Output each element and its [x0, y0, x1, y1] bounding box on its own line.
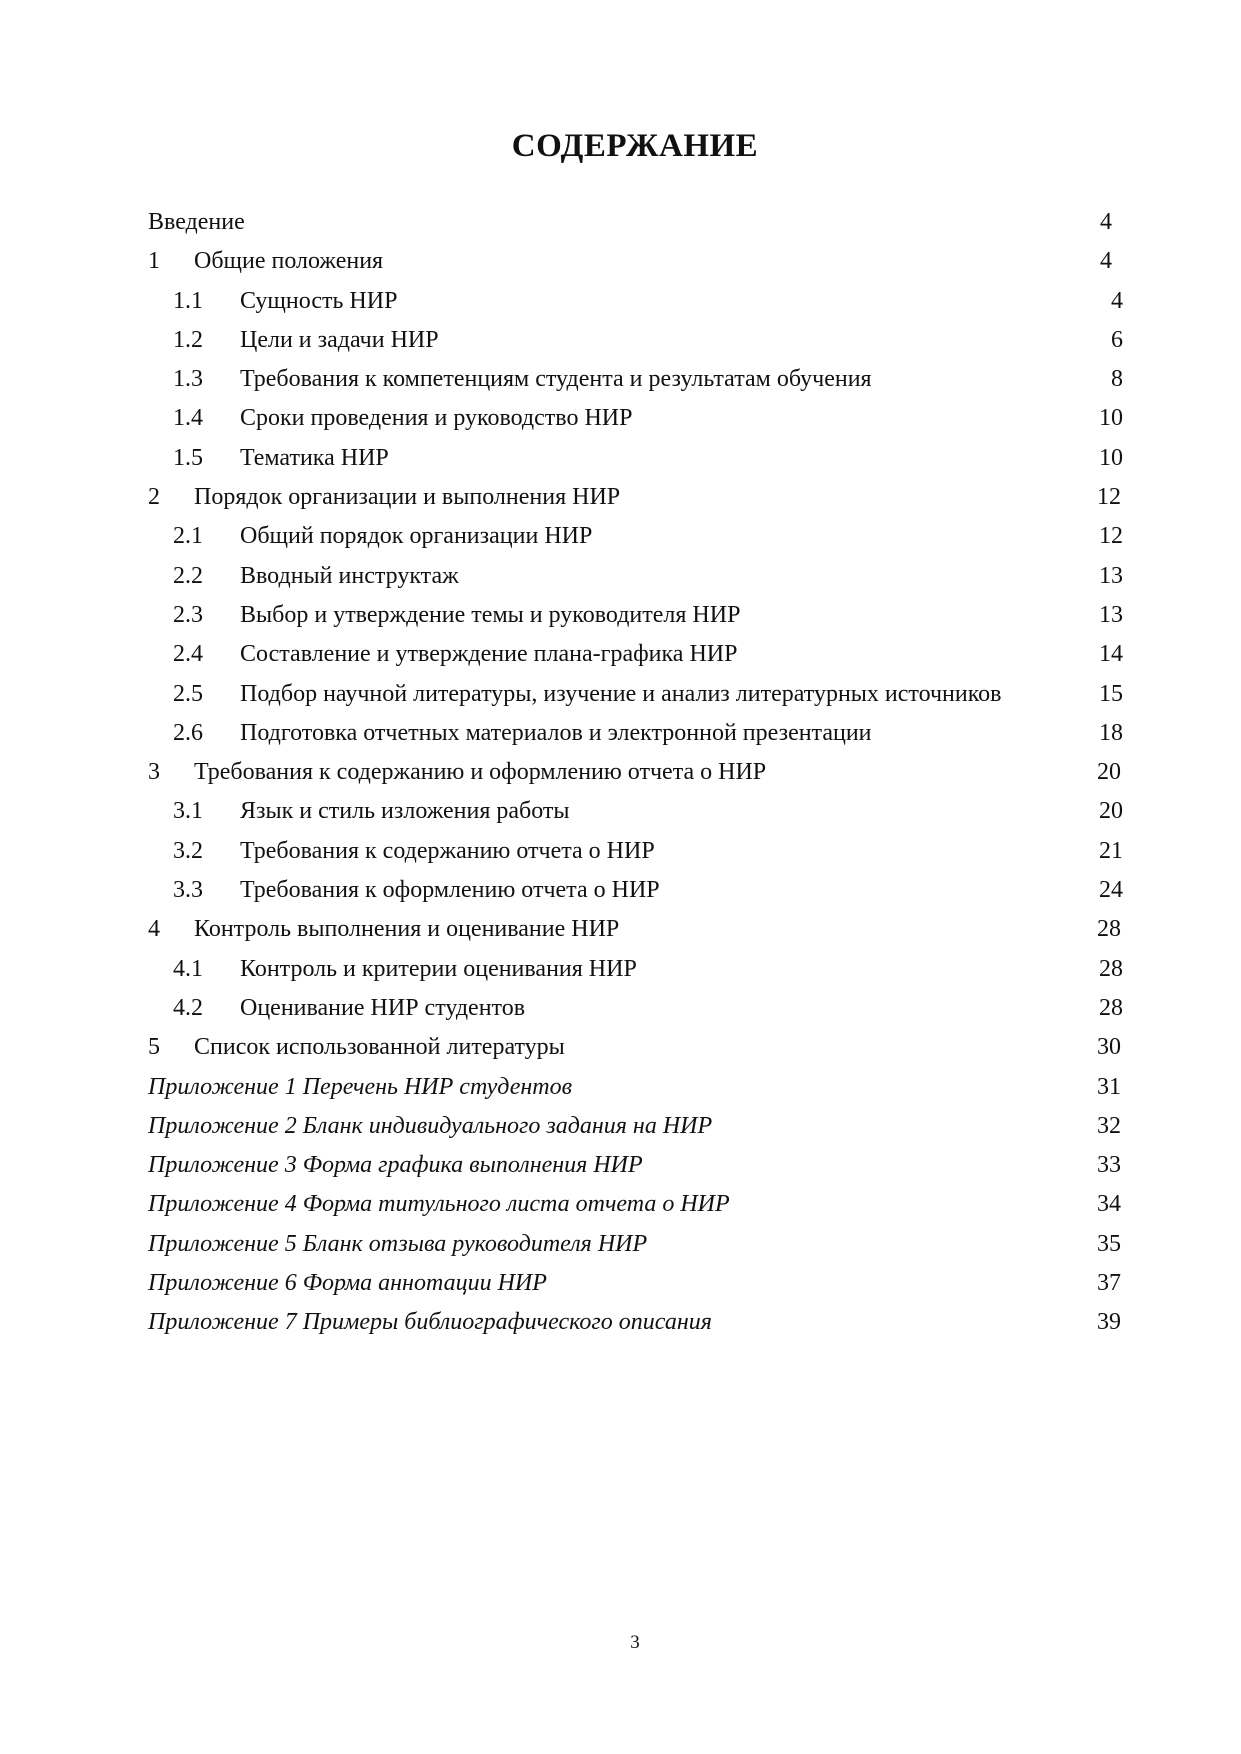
- toc-entry-page: 39: [1097, 1309, 1121, 1336]
- toc-entry-title: Требования к содержанию и оформлению отчета о НИР: [194, 759, 767, 786]
- toc-entry[interactable]: [0, 596, 1241, 635]
- toc-entry-page: 18: [1099, 719, 1123, 746]
- toc-entry-title: Список использованной литературы: [194, 1034, 565, 1061]
- toc-entry-number: 1.2: [173, 326, 203, 353]
- toc-entry-title: Введение: [148, 209, 245, 235]
- toc-entry-page: 33: [1097, 1152, 1121, 1179]
- toc-entry-title: Общие положения: [194, 248, 384, 275]
- toc-entry-number: 4: [148, 916, 160, 943]
- toc-entry[interactable]: [0, 203, 1241, 242]
- toc-entry-title: Вводный инструктаж: [240, 562, 459, 589]
- toc-entry[interactable]: [0, 753, 1241, 792]
- toc-entry-page: 20: [1097, 759, 1121, 786]
- toc-entry-title: Подбор научной литературы, изучение и анализ литературных источников: [240, 680, 1002, 707]
- toc-entry[interactable]: [0, 1107, 1241, 1146]
- toc-entry-page: 34: [1097, 1191, 1121, 1218]
- toc-entry-title: Контроль выполнения и оценивание НИР: [194, 916, 620, 943]
- toc-entry-number: 5: [148, 1034, 160, 1061]
- toc-entry-number: 4.1: [173, 955, 203, 982]
- toc-entry[interactable]: [0, 1225, 1241, 1264]
- toc-entry[interactable]: [0, 910, 1241, 949]
- toc-entry[interactable]: [0, 635, 1241, 674]
- toc-entry-number: 3.3: [173, 877, 203, 904]
- toc-entry-title: Язык и стиль изложения работы: [240, 798, 570, 825]
- toc-entry-number: 3.1: [173, 798, 203, 825]
- toc-entry-number: 2.5: [173, 680, 203, 707]
- toc-entry-title: Порядок организации и выполнения НИР: [194, 484, 621, 511]
- toc-entry[interactable]: [0, 1068, 1241, 1107]
- toc-entry-page: 20: [1099, 798, 1123, 825]
- toc-entry-page: 14: [1099, 641, 1123, 668]
- toc-entry-page: 35: [1097, 1230, 1121, 1257]
- toc-entry-page: 13: [1099, 562, 1123, 589]
- toc-appendix-title: Приложение 4 Форма титульного листа отчета о НИР: [148, 1191, 730, 1218]
- toc-entry[interactable]: [0, 1264, 1241, 1303]
- toc-entry-page: 10: [1099, 405, 1123, 432]
- toc-entry[interactable]: [0, 950, 1241, 989]
- toc-entry-number: 2.6: [173, 719, 203, 746]
- toc-appendix-title: Приложение 3 Форма графика выполнения НИР: [148, 1152, 643, 1179]
- toc-entry-page: 15: [1099, 680, 1123, 707]
- toc-entry-number: 4.2: [173, 994, 203, 1021]
- toc-entry[interactable]: [0, 714, 1241, 753]
- toc-entry-page: 30: [1097, 1034, 1121, 1061]
- toc-entry[interactable]: [0, 1303, 1241, 1342]
- toc-entry-number: 3: [148, 759, 160, 786]
- toc-appendix-title: Приложение 2 Бланк индивидуального задания на НИР: [148, 1112, 713, 1139]
- page-title: СОДЕРЖАНИЕ: [511, 128, 759, 164]
- toc-entry-title: Оценивание НИР студентов: [240, 994, 526, 1021]
- toc-entry[interactable]: [0, 399, 1241, 438]
- toc-entry-title: Подготовка отчетных материалов и электронной презентации: [240, 719, 872, 746]
- toc-entry-number: 2: [148, 484, 160, 511]
- toc-appendix-title: Приложение 5 Бланк отзыва руководителя НИР: [148, 1230, 648, 1257]
- toc-entry[interactable]: [0, 1146, 1241, 1185]
- toc-entry-page: 37: [1097, 1270, 1121, 1297]
- toc-entry-page: 28: [1099, 994, 1123, 1021]
- toc-entry-page: 6: [1111, 326, 1123, 353]
- toc-entry-page: 12: [1099, 523, 1123, 550]
- toc-entry-number: 2.3: [173, 601, 203, 628]
- toc-entry-number: 3.2: [173, 837, 203, 864]
- toc-entry-page: 28: [1097, 916, 1121, 943]
- toc-entry-title: Сроки проведения и руководство НИР: [240, 405, 633, 432]
- toc-entry-page: 21: [1099, 837, 1123, 864]
- toc-entry-number: 1.4: [173, 405, 203, 432]
- toc-entry-title: Требования к содержанию отчета о НИР: [240, 837, 655, 864]
- toc-entry-page: 4: [1111, 287, 1123, 314]
- toc-entry-title: Цели и задачи НИР: [240, 326, 439, 353]
- toc-appendix-title: Приложение 1 Перечень НИР студентов: [148, 1073, 572, 1100]
- toc-entry[interactable]: [0, 989, 1241, 1028]
- toc-entry[interactable]: [0, 360, 1241, 399]
- toc-entry[interactable]: [0, 675, 1241, 714]
- toc-entry[interactable]: [0, 1028, 1241, 1067]
- toc-entry[interactable]: [0, 517, 1241, 556]
- toc-entry-title: Составление и утверждение плана-графика НИР: [240, 641, 738, 668]
- toc-entry-title: Требования к компетенциям студента и результатам обучения: [240, 366, 872, 393]
- page-number: 3: [630, 1632, 640, 1653]
- table-of-contents: [0, 203, 1241, 1343]
- toc-entry-page: 13: [1099, 601, 1123, 628]
- toc-entry[interactable]: [0, 282, 1241, 321]
- toc-entry-title: Сущность НИР: [240, 287, 398, 314]
- toc-entry-title: Выбор и утверждение темы и руководителя НИР: [240, 601, 741, 628]
- toc-entry-number: 1: [148, 248, 160, 275]
- toc-entry[interactable]: [0, 1185, 1241, 1224]
- toc-entry-number: 2.4: [173, 641, 203, 668]
- toc-entry-number: 1.1: [173, 287, 203, 314]
- toc-entry[interactable]: [0, 792, 1241, 831]
- toc-entry-title: Контроль и критерии оценивания НИР: [240, 955, 637, 982]
- toc-entry-page: 31: [1097, 1073, 1121, 1100]
- toc-entry-number: 1.3: [173, 366, 203, 393]
- toc-entry-page: 4: [1100, 248, 1112, 275]
- toc-entry[interactable]: [0, 871, 1241, 910]
- toc-entry-title: Общий порядок организации НИР: [240, 523, 593, 550]
- toc-entry-page: 4: [1100, 209, 1112, 235]
- toc-entry[interactable]: [0, 478, 1241, 517]
- toc-entry-number: 2.1: [173, 523, 203, 550]
- toc-entry-page: 28: [1099, 955, 1123, 982]
- toc-entry[interactable]: [0, 557, 1241, 596]
- toc-appendix-title: Приложение 7 Примеры библиографического описания: [148, 1309, 712, 1336]
- toc-entry[interactable]: [0, 439, 1241, 478]
- toc-entry-page: 32: [1097, 1112, 1121, 1139]
- toc-entry[interactable]: [0, 832, 1241, 871]
- toc-entry-page: 8: [1111, 366, 1123, 393]
- toc-entry-title: Требования к оформлению отчета о НИР: [240, 877, 660, 904]
- toc-appendix-title: Приложение 6 Форма аннотации НИР: [148, 1270, 547, 1297]
- toc-entry-page: 24: [1099, 877, 1123, 904]
- toc-entry-page: 10: [1099, 444, 1123, 471]
- toc-entry[interactable]: [0, 321, 1241, 360]
- toc-entry[interactable]: [0, 242, 1241, 281]
- toc-entry-page: 12: [1097, 484, 1121, 511]
- toc-entry-number: 1.5: [173, 444, 203, 471]
- toc-entry-title: Тематика НИР: [240, 444, 389, 471]
- toc-entry-number: 2.2: [173, 562, 203, 589]
